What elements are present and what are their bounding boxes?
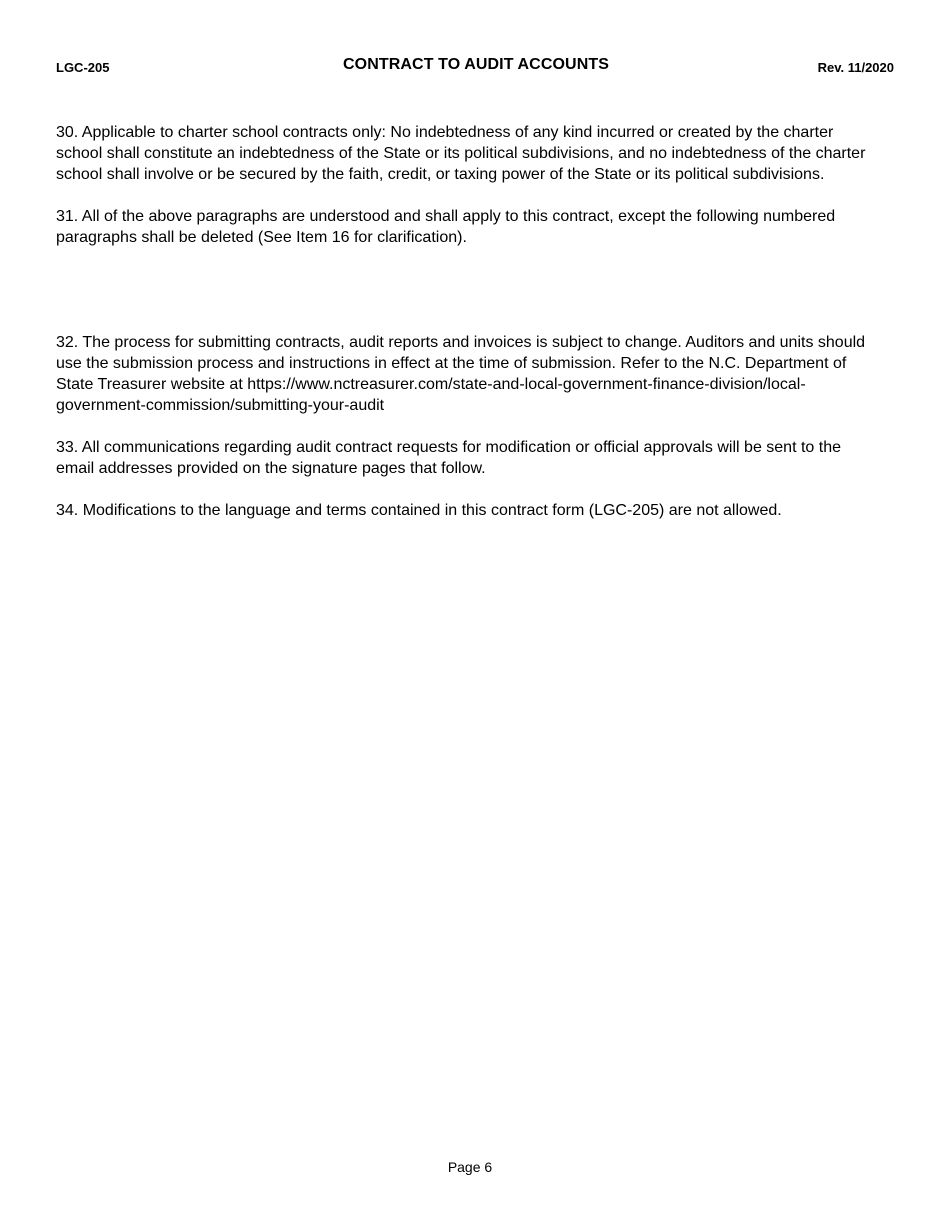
paragraph-32: 32. The process for submitting contracts, audit reports and invoices is subject to change. Auditors and units should use the submission process and instructions in effect at the time of submission. Refer to the N.C. Department of State Treasurer website at https://www.nctreasurer.com/state-and-local-government-finance-division/local-government-commission/submitting-your-audit xyxy=(56,334,866,414)
paragraph-31: 31. All of the above paragraphs are understood and shall apply to this contract, except the following numbered paragraphs shall be deleted (See Item 16 for clarification). xyxy=(56,208,836,246)
contract-body xyxy=(56,122,876,521)
page-header xyxy=(56,56,896,78)
paragraph-33: 33. All communications regarding audit contract requests for modification or official approvals will be sent to the email addresses provided on the signature pages that follow. xyxy=(56,439,841,477)
document-title: CONTRACT TO AUDIT ACCOUNTS xyxy=(343,56,609,73)
revision-date: Rev. 11/2020 xyxy=(817,60,894,75)
paragraph-30: 30. Applicable to charter school contracts only: No indebtedness of any kind incurred or created by the charter school shall constitute an indebtedness of the State or its political subdivisions, and no indebtedness of the charter school shall involve or be secured by the faith, credit, or taxing power of the State or its political subdivisions. xyxy=(56,124,866,183)
form-code: LGC-205 xyxy=(56,60,110,75)
page-number: Page 6 xyxy=(447,1159,493,1175)
paragraph-34: 34. Modifications to the language and terms contained in this contract form (LGC-205) are not allowed. xyxy=(56,502,782,519)
